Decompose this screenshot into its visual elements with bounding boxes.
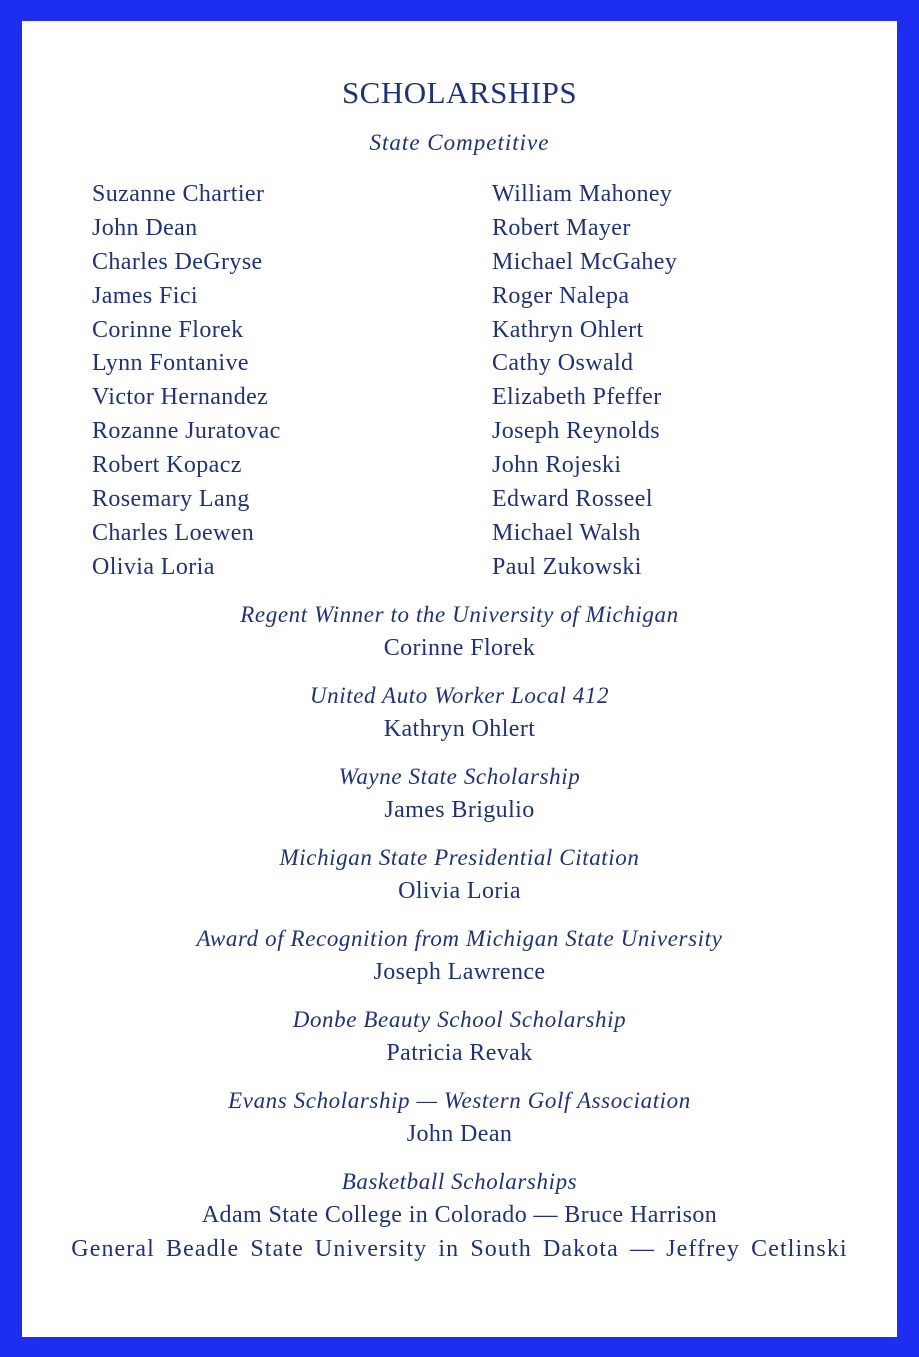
award-evans	[22, 1085, 897, 1151]
section-subtitle: State Competitive	[369, 130, 550, 155]
award-wayne-state	[22, 761, 897, 827]
list-item: Charles DeGryse	[92, 248, 263, 275]
list-item: John Rojeski	[492, 452, 622, 479]
list-item: Robert Mayer	[492, 214, 631, 241]
list-item: Lynn Fontanive	[92, 350, 249, 377]
list-item: Robert Kopacz	[92, 452, 242, 479]
award-recipient: Kathryn Ohlert	[383, 716, 536, 742]
award-title: Wayne State Scholarship	[338, 764, 581, 789]
list-item: Edward Rosseel	[492, 486, 653, 513]
award-title: Basketball Scholarships	[341, 1169, 578, 1194]
list-item: Paul Zukowski	[492, 553, 642, 580]
award-title: Award of Recognition from Michigan State University	[196, 926, 723, 951]
list-item: Charles Loewen	[92, 519, 255, 546]
list-item: James Fici	[92, 282, 198, 309]
list-item: Joseph Reynolds	[492, 418, 660, 445]
list-item: Corinne Florek	[92, 316, 244, 343]
page-title: SCHOLARSHIPS	[341, 75, 578, 110]
award-recipient: James Brigulio	[384, 797, 535, 823]
list-item: Rosemary Lang	[92, 486, 250, 513]
document-page	[22, 21, 897, 1337]
list-item: Olivia Loria	[92, 553, 215, 580]
award-recipient: John Dean	[406, 1121, 513, 1147]
award-recipient: Olivia Loria	[398, 878, 521, 904]
name-list-right	[492, 178, 677, 585]
award-recipient: General Beadle State University in South Dakota — Jeffrey Cetlinski	[71, 1236, 848, 1262]
list-item: William Mahoney	[492, 181, 673, 207]
list-item: Cathy Oswald	[492, 350, 634, 377]
award-recipient: Adam State College in Colorado — Bruce Harrison	[201, 1202, 718, 1228]
list-item: Kathryn Ohlert	[492, 316, 644, 343]
award-recognition	[22, 923, 897, 989]
award-beauty-school	[22, 1004, 897, 1070]
award-recipient: Patricia Revak	[386, 1040, 533, 1066]
award-uaw	[22, 680, 897, 746]
list-item: Roger Nalepa	[492, 282, 630, 309]
award-title: Regent Winner to the University of Michigan	[240, 602, 679, 627]
award-recipient: Corinne Florek	[383, 635, 536, 661]
list-item: Michael McGahey	[492, 248, 678, 275]
award-title: Michigan State Presidential Citation	[279, 845, 640, 870]
award-title: Evans Scholarship — Western Golf Association	[228, 1088, 691, 1113]
list-item: Victor Hernandez	[92, 384, 269, 411]
award-recipient: Joseph Lawrence	[373, 959, 546, 985]
list-item: Elizabeth Pfeffer	[492, 384, 662, 411]
list-item: Rozanne Juratovac	[92, 418, 281, 445]
award-regent	[22, 599, 897, 665]
list-item: John Dean	[92, 214, 198, 241]
name-list-left	[92, 178, 281, 585]
awards-section	[22, 599, 897, 1281]
award-presidential-citation	[22, 842, 897, 908]
award-basketball	[22, 1166, 897, 1266]
award-title: United Auto Worker Local 412	[309, 683, 610, 708]
list-item: Michael Walsh	[492, 519, 641, 546]
list-item: Suzanne Chartier	[92, 181, 265, 207]
award-title: Donbe Beauty School Scholarship	[292, 1007, 627, 1032]
